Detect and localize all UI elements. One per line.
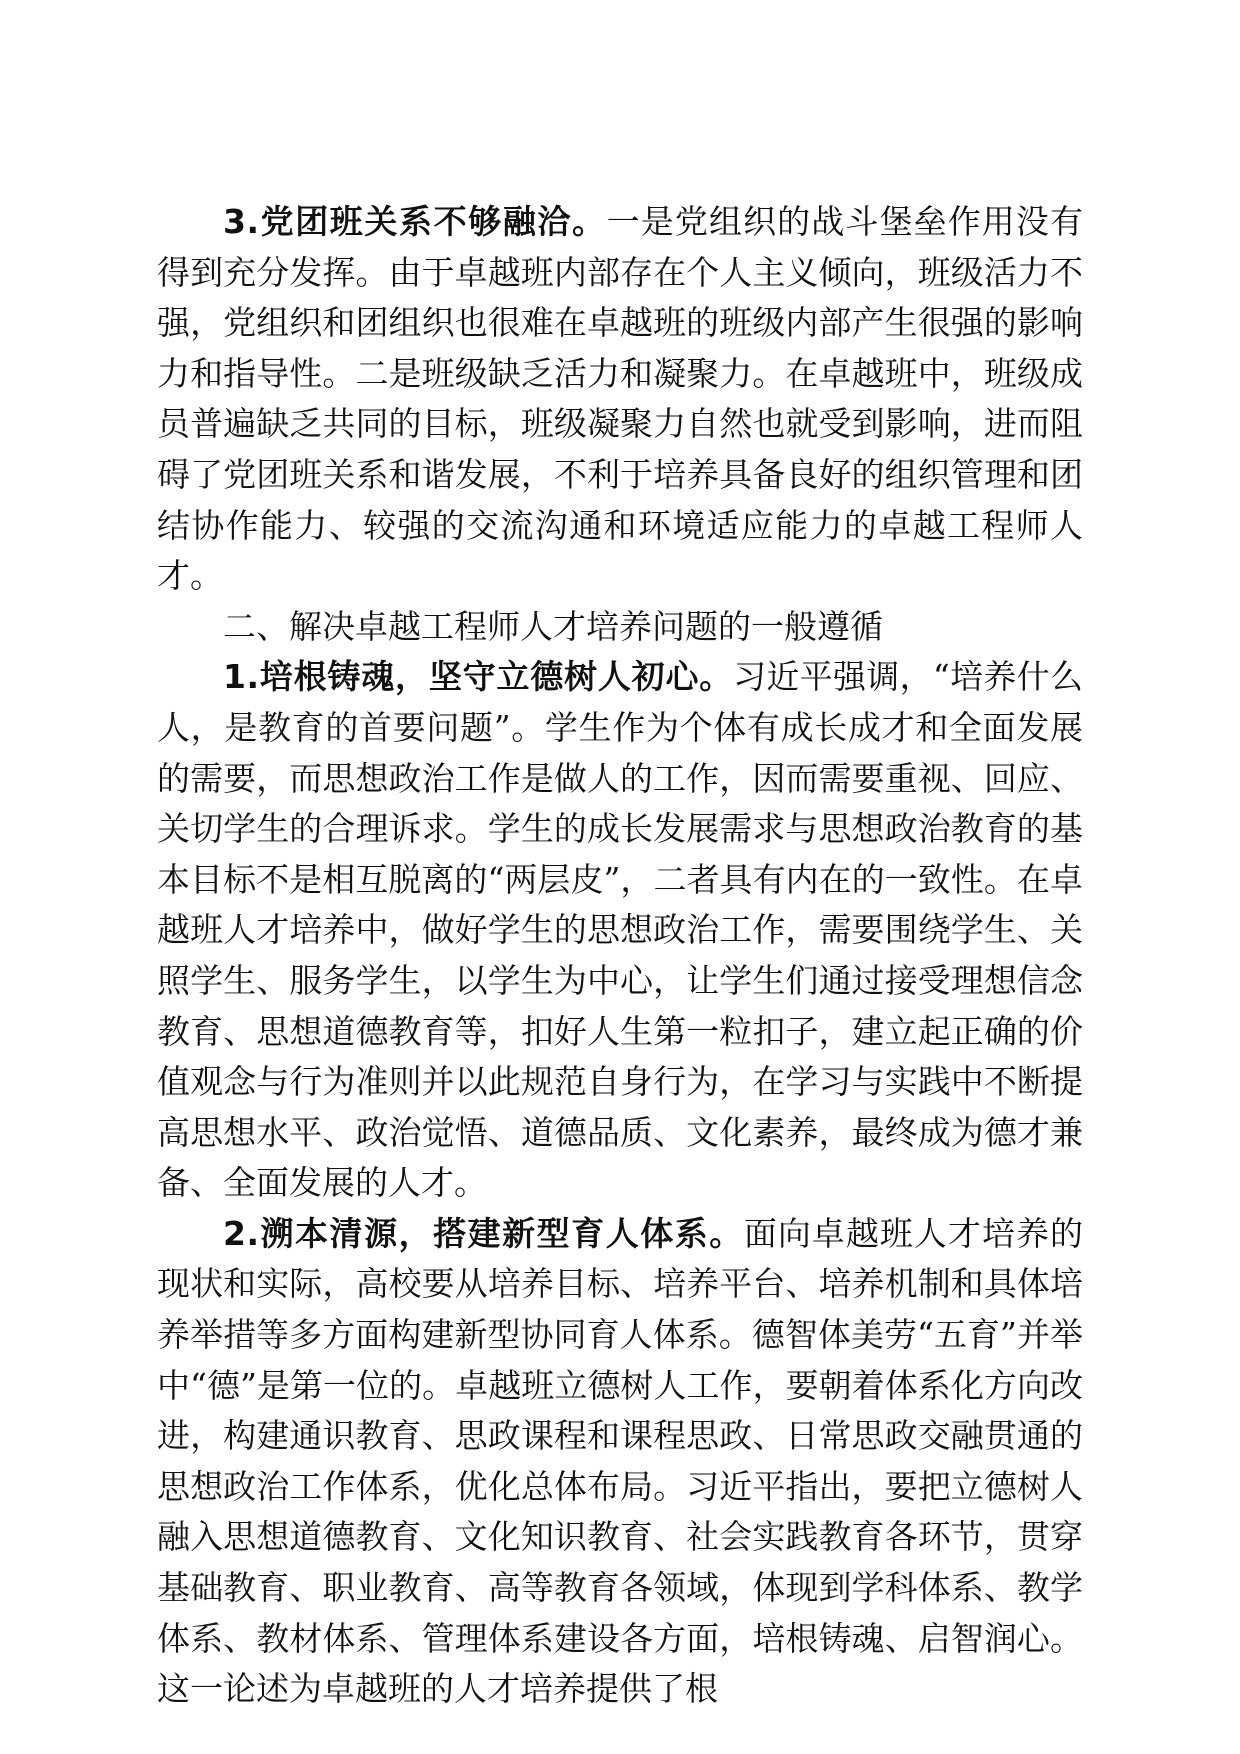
- paragraph-lead: 3.党团班关系不够融洽。: [223, 202, 607, 241]
- section-heading: 二、解决卓越工程师人才培养问题的一般遵循: [223, 606, 883, 646]
- paragraph-cultivate-roots: [157, 652, 1083, 1209]
- paragraph-body: 面向卓越班人才培养的现状和实际，高校要从培养目标、培养平台、培养机制和具体培养举措等多方面构建新型协同育人体系。德智体美劳“五育”并举中“德”是第一位的。卓越班立德树人工作，要朝着体系化方向改进，构建通识教育、思政课程和课程思政、日常思政交融贯通的思想政治工作体系，优化总体布局。习近平指出，要把立德树人融入思想道德教育、文化知识教育、社会实践教育各环节，贯穿基础教育、职业教育、高等教育各领域，体现到学科体系、教学体系、教材体系、管理体系建设各方面，培根铸魂、启智润心。这一论述为卓越班的人才培养提供了根: [157, 1213, 1084, 1709]
- document-page: [157, 197, 1083, 1715]
- paragraph-education-system: [157, 1209, 1083, 1715]
- paragraph-lead: 2.溯本清源，搭建新型育人体系。: [223, 1213, 744, 1253]
- paragraph-lead: 1.培根铸魂，坚守立德树人初心。: [223, 657, 734, 697]
- paragraph-body: 一是党组织的战斗堡垒作用没有得到充分发挥。由于卓越班内部存在个人主义倾向，班级活力不强，党组织和团组织也很难在卓越班的班级内部产生很强的影响力和指导性。二是班级缺乏活力和凝聚力。在卓越班中，班级成员普遍缺乏共同的目标，班级凝聚力自然也就受到影响，进而阻碍了党团班关系和谐发展，不利于培养具备良好的组织管理和团结协作能力、较强的交流沟通和环境适应能力的卓越工程师人才。: [157, 202, 1084, 596]
- paragraph-body: 习近平强调，“培养什么人，是教育的首要问题”。学生作为个体有成长成才和全面发展的需要，而思想政治工作是做人的工作，因而需要重视、回应、关切学生的合理诉求。学生的成长发展需求与思想政治教育的基本目标不是相互脱离的“两层皮”，二者具有内在的一致性。在卓越班人才培养中，做好学生的思想政治工作，需要围绕学生、关照学生、服务学生，以学生为中心，让学生们通过接受理想信念教育、思想道德教育等，扣好人生第一粒扣子，建立起正确的价值观念与行为准则并以此规范自身行为，在学习与实践中不断提高思想水平、政治觉悟、道德品质、文化素养，最终成为德才兼备、全面发展的人才。: [157, 657, 1083, 1203]
- paragraph-party-relations: [157, 197, 1083, 602]
